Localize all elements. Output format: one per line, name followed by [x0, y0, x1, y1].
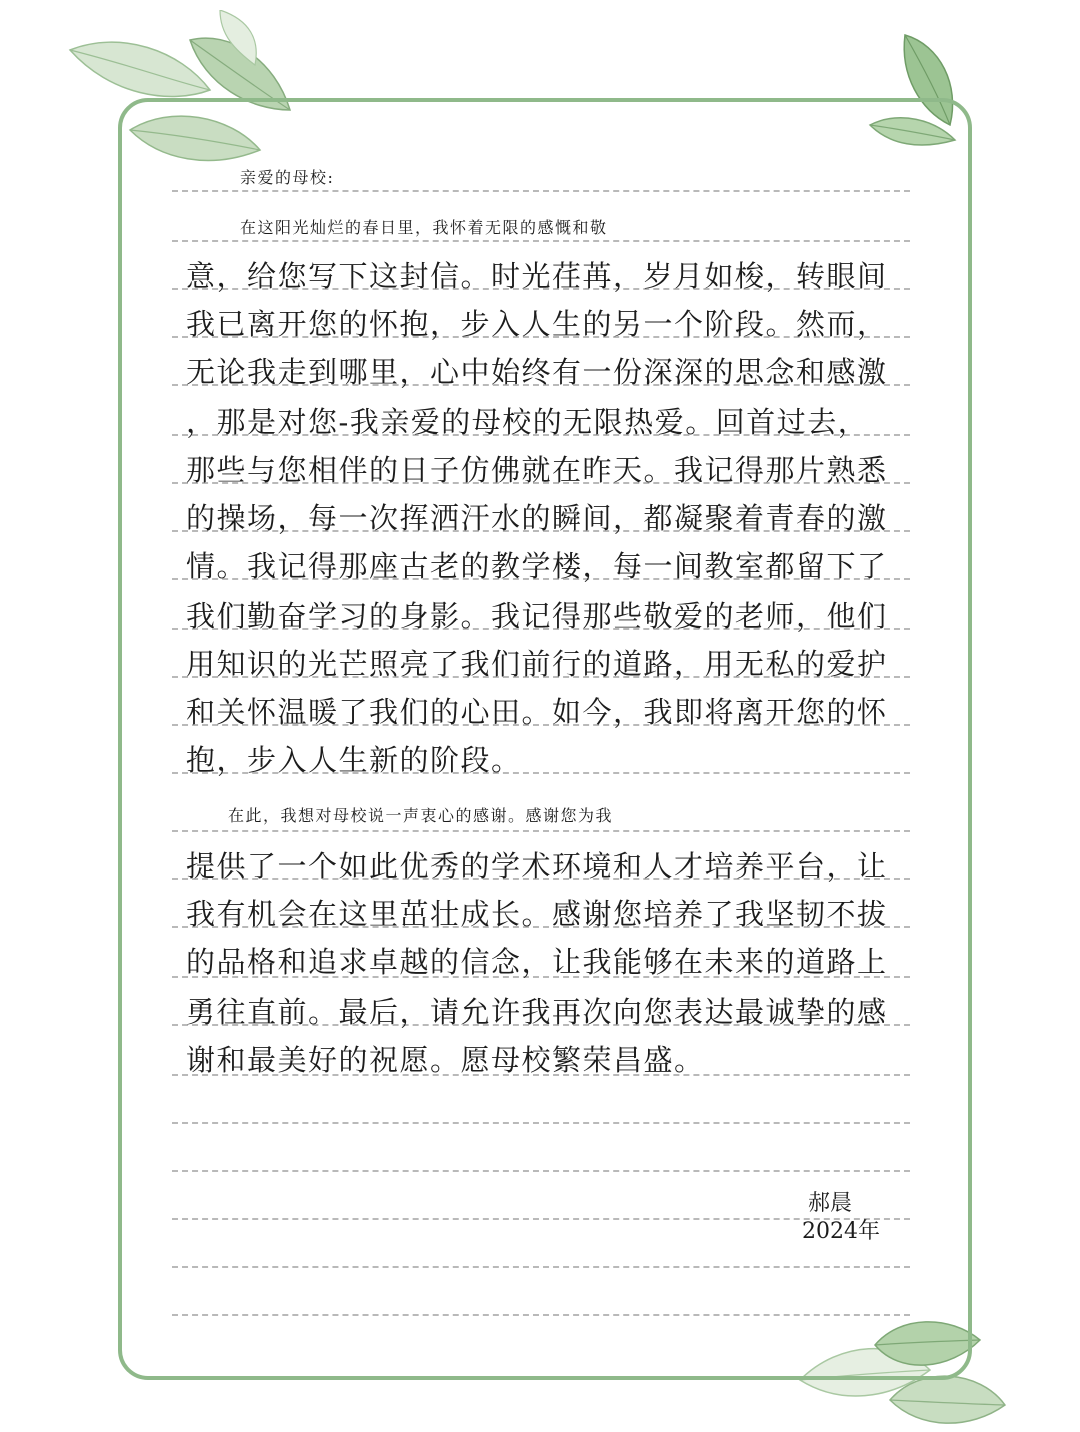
ruled-line: [172, 1266, 910, 1268]
letter-line: 谢和最美好的祝愿。愿母校繁荣昌盛。: [186, 1043, 705, 1077]
salutation: 亲爱的母校:: [240, 168, 335, 187]
letter-line: 用知识的光芒照亮了我们前行的道路，用无私的爱护: [186, 647, 888, 681]
signature-date: 2024年: [802, 1219, 880, 1244]
letter-line: 提供了一个如此优秀的学术环境和人才培养平台，让: [186, 849, 888, 883]
letter-line: 的操场，每一次挥洒汗水的瞬间，都凝聚着青春的激: [186, 501, 888, 535]
letter-line: 在此，我想对母校说一声衷心的感谢。感谢您为我: [228, 806, 614, 825]
letter-line: 勇往直前。最后，请允许我再次向您表达最诚挚的感: [186, 995, 888, 1029]
letter-line: 我们勤奋学习的身影。我记得那些敬爱的老师，他们: [186, 599, 888, 633]
letter-line: 的品格和追求卓越的信念，让我能够在未来的道路上: [186, 945, 888, 979]
ruled-line: [172, 1170, 910, 1172]
ruled-line: [172, 1314, 910, 1316]
letter-line: 意，给您写下这封信。时光荏苒，岁月如梭，转眼间: [186, 259, 888, 293]
letter-line: 和关怀温暖了我们的心田。如今，我即将离开您的怀: [186, 695, 888, 729]
letter-line: 我有机会在这里茁壮成长。感谢您培养了我坚韧不拔: [186, 897, 888, 931]
signature-name: 郝晨: [808, 1191, 853, 1216]
letter-line: 在这阳光灿烂的春日里，我怀着无限的感慨和敬: [240, 218, 608, 237]
ruled-line: [172, 1122, 910, 1124]
letter-line: 那些与您相伴的日子仿佛就在昨天。我记得那片熟悉: [186, 453, 888, 487]
letter-line: 无论我走到哪里，心中始终有一份深深的思念和感激: [186, 355, 888, 389]
letter-line: ，那是对您-我亲爱的母校的无限热爱。回首过去，: [186, 405, 869, 439]
letter-line: 抱，步入人生新的阶段。: [186, 743, 522, 777]
letter-line: 我已离开您的怀抱，步入人生的另一个阶段。然而，: [186, 307, 888, 341]
ruled-line: [172, 1218, 910, 1220]
letter-line: 情。我记得那座古老的教学楼，每一间教室都留下了: [186, 549, 888, 583]
